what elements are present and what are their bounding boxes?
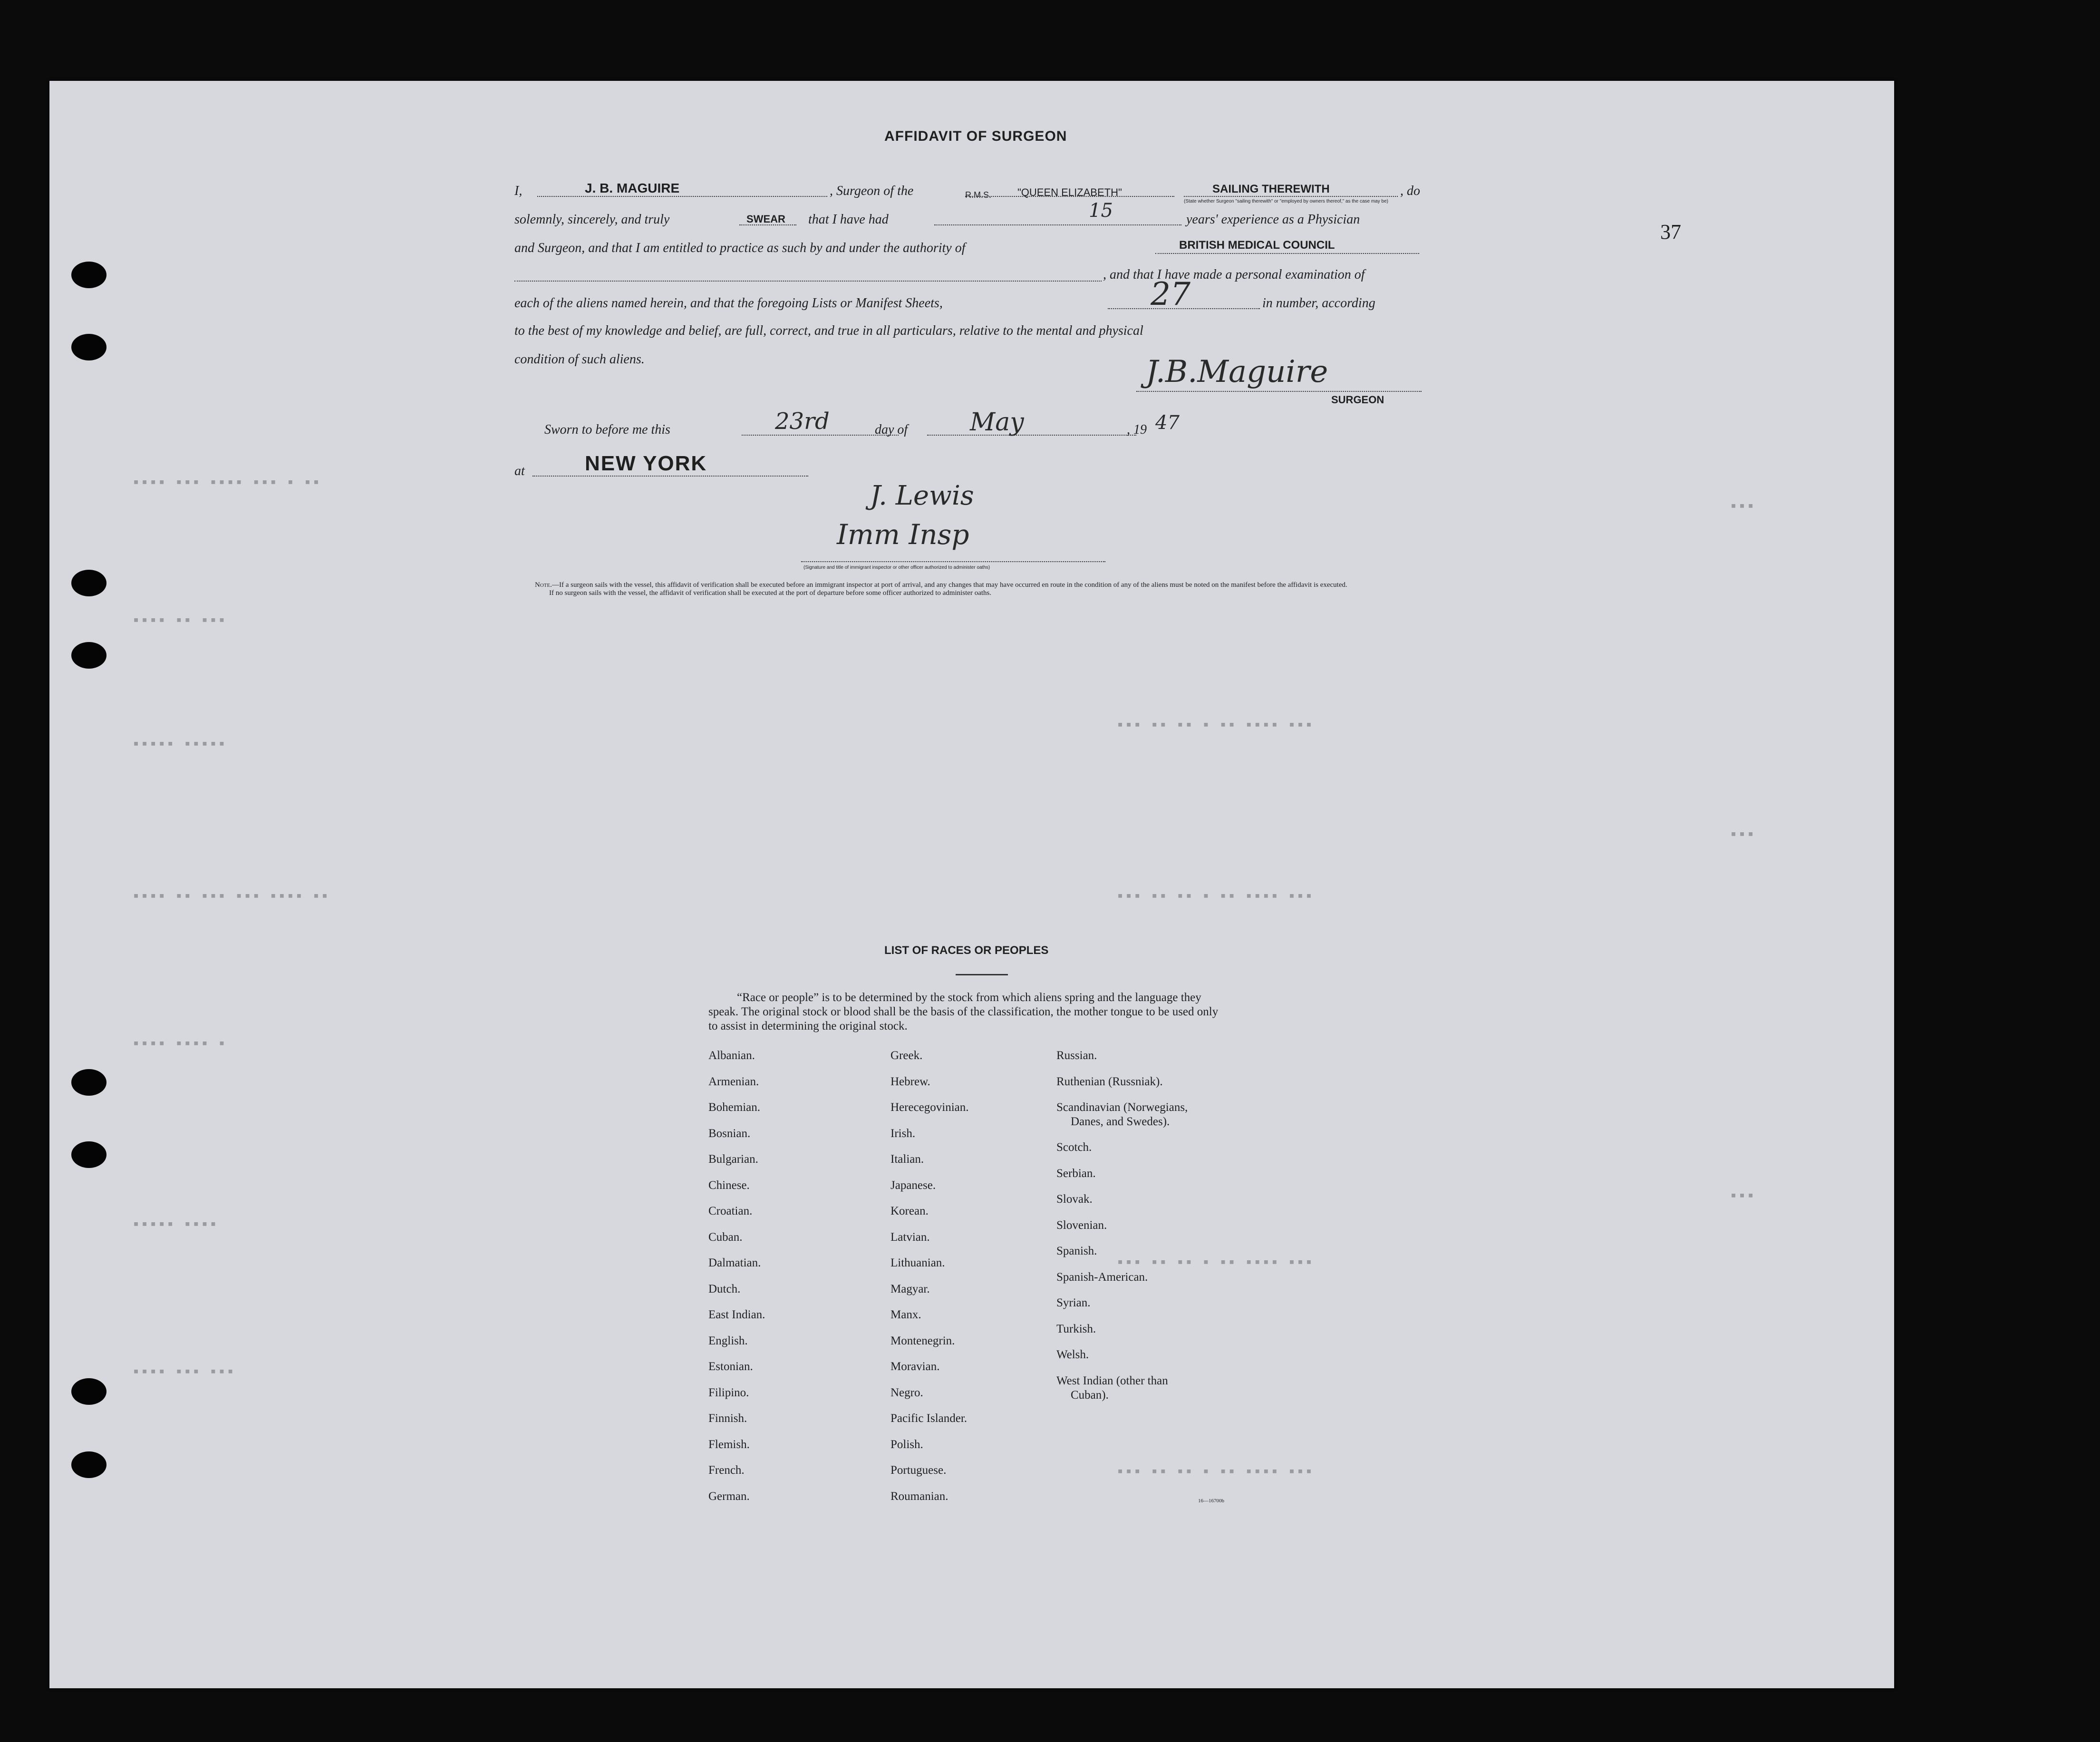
race-item: Filipino. [708, 1386, 749, 1399]
race-item: Cuban. [708, 1230, 743, 1244]
officer-title-handwritten: Imm Insp [837, 518, 969, 551]
to-the-best-text: to the best of my knowledge and belief, are full, correct, and true in all particulars, relative to the mental and physical [514, 323, 1143, 338]
sheets-count: 27 [1151, 276, 1190, 312]
race-item: Hebrew. [890, 1075, 930, 1088]
binder-hole [71, 1451, 106, 1478]
experience-text: years' experience as a Physician [1186, 212, 1360, 227]
race-item: Welsh. [1056, 1348, 1089, 1362]
race-item: Slovak. [1056, 1193, 1093, 1206]
race-item: Latvian. [890, 1230, 930, 1244]
race-item: West Indian (other than [1056, 1374, 1168, 1387]
day-of-text: day of [875, 422, 908, 437]
race-item: Magyar. [890, 1282, 930, 1295]
authority: BRITISH MEDICAL COUNCIL [1179, 239, 1335, 252]
race-item: Estonian. [708, 1360, 753, 1373]
document-page [49, 81, 1894, 1688]
surgeon-name: J. B. MAGUIRE [585, 181, 680, 195]
race-item: Bohemian. [708, 1101, 761, 1114]
binder-hole [71, 642, 106, 669]
sworn-text: Sworn to before me this [544, 422, 670, 437]
at-label: at [514, 464, 525, 478]
sailing-status: SAILING THEREWITH [1212, 183, 1330, 195]
race-item: Spanish-American. [1056, 1270, 1148, 1284]
solemnly-text: solemnly, sincerely, and truly [514, 212, 670, 227]
affidavit-note [535, 581, 1438, 597]
and-surgeon-text: and Surgeon, and that I am entitled to practice as such by and under the authority of [514, 241, 966, 255]
officer-underline [801, 561, 1105, 562]
in-number-text: in number, according [1262, 296, 1375, 311]
race-item: Slovenian. [1056, 1218, 1107, 1232]
that-i-have-had-text: that I have had [808, 212, 889, 227]
race-item: Albanian. [708, 1049, 755, 1062]
race-item: Croatian. [708, 1205, 753, 1217]
race-item: Negro. [890, 1386, 923, 1399]
do-text: , do [1400, 184, 1420, 198]
races-title-rule [956, 974, 1008, 975]
note-text-1: —If a surgeon sails with the vessel, this affidavit of verification shall be executed before an immigrant inspector at port of arrival, and any changes that may have occurred en route in the condition of any of the aliens must be noted on the manifest before the affidavit is executed. [552, 581, 1347, 589]
race-item: East Indian. [708, 1308, 765, 1321]
race-item: Cuban). [1071, 1388, 1109, 1401]
condition-text: condition of such aliens. [514, 352, 645, 367]
race-item: Bosnian. [708, 1127, 751, 1140]
race-item: Finnish. [708, 1412, 747, 1425]
race-item: Portuguese. [890, 1464, 947, 1477]
race-item: French. [708, 1464, 745, 1477]
race-item: Ruthenian (Russniak). [1056, 1075, 1163, 1088]
race-item: Turkish. [1056, 1322, 1096, 1335]
race-item: German. [708, 1489, 750, 1503]
year-value: 47 [1155, 412, 1180, 434]
race-item: English. [708, 1334, 748, 1347]
race-item: Italian. [890, 1153, 924, 1166]
race-item: Lithuanian. [890, 1256, 945, 1269]
race-item: Scotch. [1056, 1141, 1092, 1154]
blank-underline [514, 281, 1102, 282]
form-number: 16—16700b [1198, 1498, 1224, 1504]
race-item: Polish. [890, 1438, 923, 1451]
race-item: Manx. [890, 1308, 921, 1321]
race-item: Flemish. [708, 1438, 750, 1451]
race-item: Korean. [890, 1205, 929, 1217]
races-title: LIST OF RACES OR PEOPLES [884, 944, 1049, 957]
month-value: May [970, 408, 1024, 437]
binder-hole [71, 570, 106, 596]
race-item: Moravian. [890, 1360, 940, 1373]
years-underline [934, 224, 1181, 225]
note-label: Note. [535, 581, 552, 589]
race-item: Russian. [1056, 1049, 1097, 1062]
ship-name: "QUEEN ELIZABETH" [1017, 186, 1122, 198]
race-item: Chinese. [708, 1178, 750, 1192]
each-of-aliens-text: each of the aliens named herein, and that the foregoing Lists or Manifest Sheets, [514, 296, 943, 311]
officer-signature: J. Lewis [870, 480, 974, 511]
race-item: Armenian. [708, 1075, 759, 1088]
surgeon-signature: J.B.Maguire [1146, 354, 1328, 389]
race-item: Herecegovinian. [890, 1101, 969, 1114]
binder-hole [71, 262, 106, 288]
race-item: Scandinavian (Norwegians, [1056, 1101, 1188, 1114]
oath-type: SWEAR [746, 213, 785, 225]
authority-underline [1155, 253, 1419, 254]
race-item: Serbian. [1056, 1167, 1096, 1180]
binder-hole [71, 1141, 106, 1168]
name-underline [537, 196, 827, 197]
place: NEW YORK [585, 452, 707, 475]
rms-prefix: R.M.S. [965, 190, 992, 200]
race-item: Bulgarian. [708, 1153, 758, 1166]
race-item: Pacific Islander. [890, 1412, 968, 1425]
race-item: Syrian. [1056, 1296, 1091, 1310]
month-underline [927, 435, 1136, 436]
race-item: Montenegrin. [890, 1334, 955, 1347]
officer-caption: (Signature and title of immigrant inspector or other officer authorized to administer oaths) [803, 565, 990, 570]
surgeon-label: SURGEON [1331, 394, 1384, 406]
race-item: Dalmatian. [708, 1256, 761, 1269]
affidavit-title: AFFIDAVIT OF SURGEON [884, 128, 1067, 144]
binder-hole [71, 1069, 106, 1096]
race-item: Danes, and Swedes). [1071, 1115, 1170, 1128]
note-text-2: If no surgeon sails with the vessel, the affidavit of verification shall be executed at the port of departure before some officer authorized to administer oaths. [549, 589, 992, 597]
race-item: Dutch. [708, 1282, 741, 1295]
place-underline [532, 476, 808, 477]
race-item: Spanish. [1056, 1245, 1097, 1258]
race-item: Irish. [890, 1127, 916, 1140]
binder-hole [71, 334, 106, 360]
race-item: Greek. [890, 1049, 923, 1062]
binder-hole [71, 1378, 106, 1405]
surgeon-of-the-text: , Surgeon of the [830, 184, 914, 198]
race-item: Japanese. [890, 1178, 936, 1192]
sailing-underline [1184, 196, 1398, 197]
races-intro: “Race or people” is to be determined by the stock from which aliens spring and the language they speak. The original stock or blood shall be the basis of the classification, the mother tongue to be used only to assist in determining the original stock. [708, 991, 1219, 1032]
years-value: 15 [1089, 200, 1113, 222]
sailing-note: (State whether Surgeon "sailing therewith" or "employed by owners thereof," as the case may be) [1184, 199, 1388, 204]
day-value: 23rd [775, 408, 830, 435]
signature-underline [1136, 391, 1422, 392]
race-item: Roumanian. [890, 1489, 948, 1503]
year-prefix: , 19 [1127, 422, 1147, 437]
i-label: I, [514, 184, 523, 198]
personal-exam-text: , and that I have made a personal examination of [1103, 267, 1365, 282]
page-number: 37 [1660, 220, 1681, 243]
